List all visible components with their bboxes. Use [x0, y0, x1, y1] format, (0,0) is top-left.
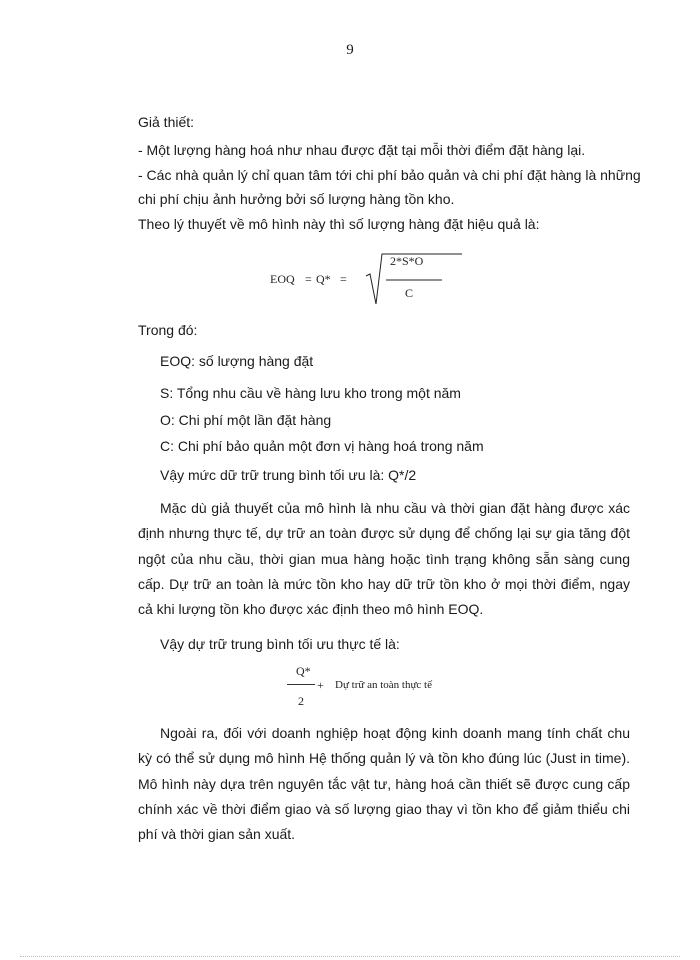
definition-o: O: Chi phí một lần đặt hàng: [160, 412, 332, 428]
formula-denominator: C: [405, 286, 414, 300]
safety-stock-formula: [285, 664, 465, 710]
safety-stock-term: Dự trữ an toàn thực tế: [335, 679, 432, 691]
definition-s: S: Tổng nhu cầu về hàng lưu kho trong một năm: [160, 385, 461, 401]
paragraph-jit-text: Ngoài ra, đối với doanh nghiệp hoạt động kinh doanh mang tính chất chu kỳ có thể sử dụng mô hình Hệ thống quản lý và tồn kho đúng lúc (Just in time). Mô hình này dựa trên nguyên tắc vật tư, hàng hoá cần thiết sẽ được cung cấp chính xác về thời điểm giao và số lượng giao thay vì tồn kho để giảm thiểu chi phí và thời gian sản xuất.: [138, 725, 630, 843]
actual-average-sentence: Vậy dự trữ trung bình tối ưu thực tế là:: [160, 636, 400, 652]
plus-sign: +: [317, 678, 324, 692]
formula-q-star: Q*: [316, 272, 331, 286]
paragraph-safety-stock-text: Mặc dù giả thuyết của mô hình là nhu cầu và thời gian đặt hàng được xác định nhưng thực tế, dự trữ an toàn được sử dụng để chống lại sự gia tăng đột ngột của nhu cầu, thời gian mua hàng hoặc tình trạng không sẵn sàng cung cấp. Dự trữ an toàn là mức tồn kho hay dữ trữ tồn kho ở mọi thời điểm, ngay cả khi lượng tồn kho được xác định theo mô hình EOQ.: [138, 500, 630, 618]
fraction-numerator: Q*: [296, 664, 311, 678]
formula-equals-1: =: [305, 272, 312, 286]
fraction-bar: [287, 684, 315, 685]
assumptions-heading: Giả thiết:: [138, 114, 195, 130]
fraction-denominator: 2: [298, 694, 304, 708]
formula-equals-2: =: [340, 272, 347, 286]
paragraph-jit: [138, 721, 630, 847]
formula-lhs: EOQ: [270, 272, 295, 286]
assumption-item-2-line-2: chi phí chịu ảnh hưởng bởi số lượng hàng tồn kho.: [138, 191, 455, 207]
definitions-heading: Trong đó:: [138, 322, 198, 338]
assumption-item-2-line-1: - Các nhà quản lý chỉ quan tâm tới chi phí bảo quản và chi phí đặt hàng là những: [138, 167, 641, 183]
eoq-formula: [270, 248, 470, 308]
page-number: 9: [346, 42, 354, 58]
formula-numerator: 2*S*O: [390, 254, 424, 268]
theory-sentence: Theo lý thuyết về mô hình này thì số lượng hàng đặt hiệu quả là:: [138, 216, 540, 232]
paragraph-safety-stock: [138, 496, 630, 622]
definition-c: C: Chi phí bảo quản một đơn vị hàng hoá trong năm: [160, 438, 484, 454]
definition-eoq: EOQ: số lượng hàng đặt: [160, 353, 314, 369]
page-bottom-border: [20, 956, 680, 957]
assumption-item-1: - Một lượng hàng hoá như nhau được đặt tại mỗi thời điểm đặt hàng lại.: [138, 142, 586, 158]
average-stock-sentence: Vậy mức dữ trữ trung bình tối ưu là: Q*/2: [160, 467, 417, 483]
